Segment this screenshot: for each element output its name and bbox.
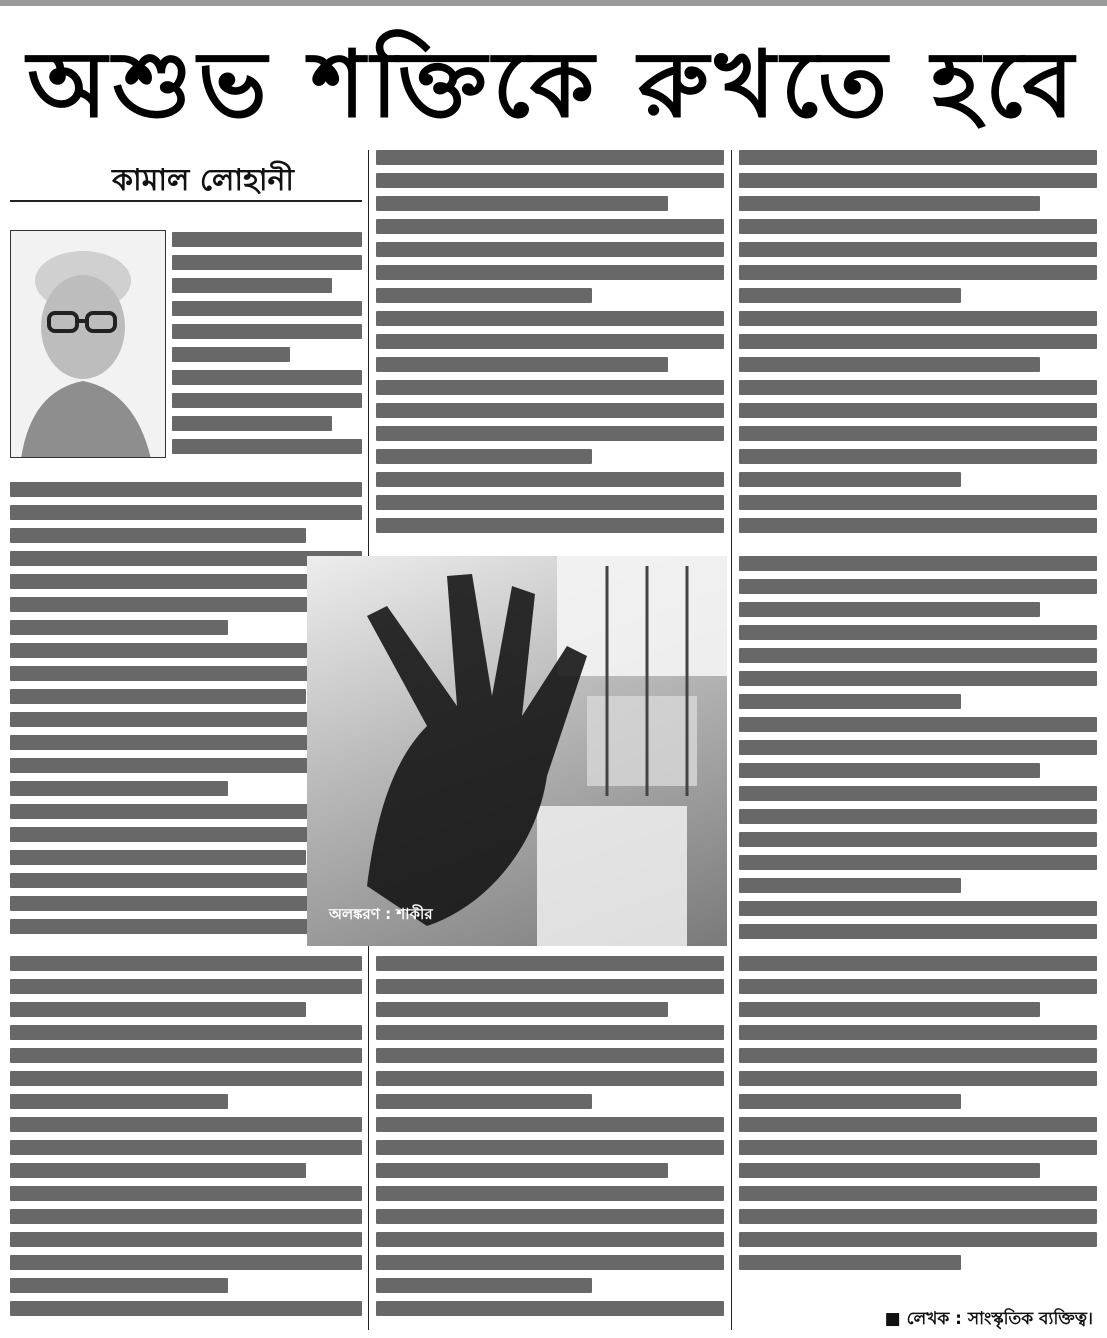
byline: কামাল লোহানী [112,163,295,198]
column-3-top-text [739,150,1097,546]
column-1-intro-text [172,232,362,472]
author-note: ■ লেখক : সাংস্কৃতিক ব্যক্তিত্ব। [884,1309,1093,1329]
author-portrait [10,230,166,458]
illustration [307,556,727,946]
column-rule-2 [731,150,732,1330]
byline-rule [10,200,362,202]
column-2-lower-text [376,956,724,1330]
hand-illustration-art [307,556,727,946]
column-3-middle-text [739,556,1097,948]
column-3-lower-text [739,956,1097,1296]
column-2-top-text [376,150,724,550]
illustration-caption: অলঙ্করণ : শাকীর [329,905,433,923]
top-rule [0,0,1107,6]
headline: অশুভ শক্তিকে রুখতে হবে [27,31,1080,138]
column-1-lower-text [10,956,362,1330]
author-portrait-art [11,231,166,458]
